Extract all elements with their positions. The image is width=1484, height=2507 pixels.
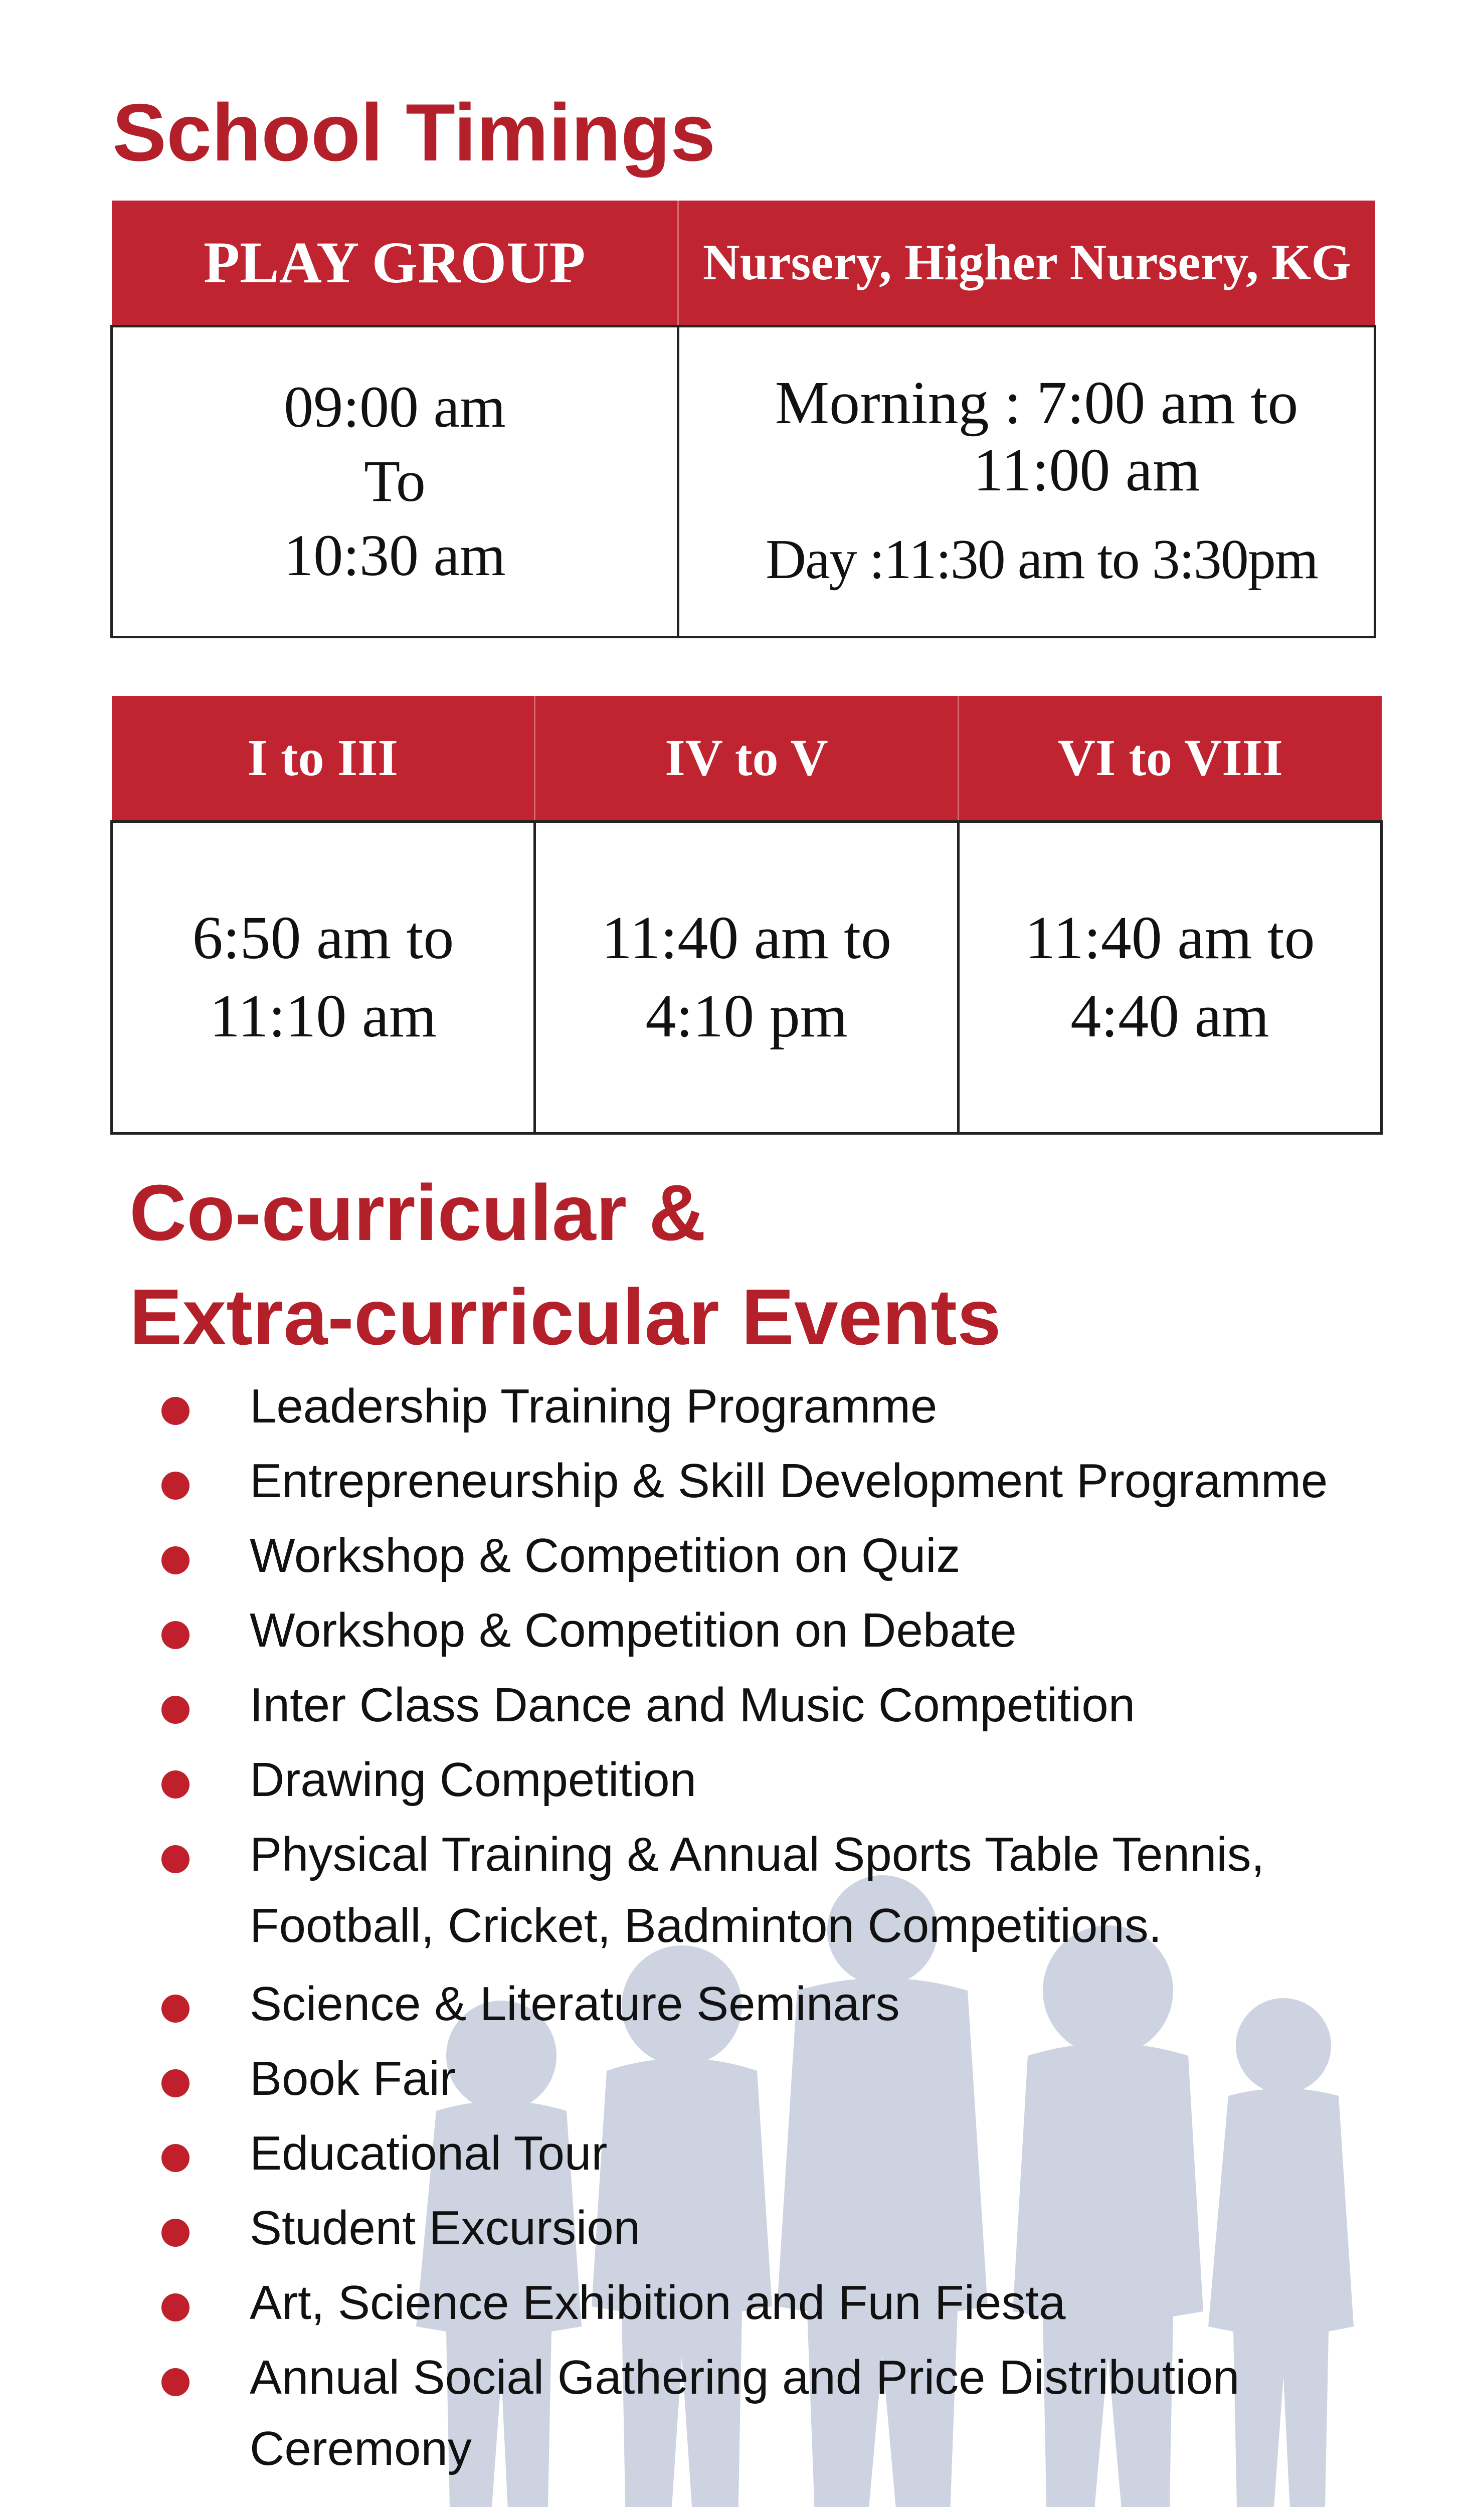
event-label: Leadership Training Programme (250, 1379, 938, 1433)
school-timings-title: School Timings (112, 87, 716, 178)
timing-line: 4:40 am (1070, 982, 1269, 1050)
bullet-icon (161, 1472, 190, 1500)
bullet-icon (161, 1770, 190, 1799)
cell-vi-to-viii-timing (959, 821, 1382, 1133)
timing-line: 11:00 am (973, 436, 1200, 504)
events-title-line-2: Extra-curricular Events (129, 1273, 1001, 1361)
header-iv-to-v: IV to V (535, 696, 959, 821)
header-i-to-iii: I to III (112, 696, 535, 821)
bullet-icon (161, 1621, 190, 1649)
event-label: Drawing Competition (250, 1753, 697, 1807)
bullet-icon (161, 1995, 190, 2023)
cell-play-group-timing (112, 326, 678, 637)
timing-line: To (364, 448, 426, 514)
cell-iv-to-v-timing (535, 821, 959, 1133)
event-label: Physical Training & Annual Sports Table Tennis, (250, 1828, 1265, 1881)
timings-table-preschool (110, 201, 1376, 638)
event-label: Workshop & Competition on Debate (250, 1603, 1017, 1657)
cell-nursery-timing (678, 326, 1375, 637)
timing-line: 11:10 am (210, 982, 437, 1050)
timing-line: Morning : 7:00 am to (775, 369, 1298, 437)
timing-line: Day :11:30 am to 3:30pm (766, 528, 1318, 591)
event-label: Annual Social Gathering and Price Distribution (250, 2351, 1240, 2404)
event-label: Workshop & Competition on Quiz (250, 1529, 961, 1582)
bullet-icon (161, 2069, 190, 2097)
event-label: Entrepreneurship & Skill Development Programme (250, 1454, 1328, 1508)
timing-line: 6:50 am to (192, 904, 454, 972)
timing-line: 4:10 pm (645, 982, 848, 1050)
event-label: Science & Literature Seminars (250, 1977, 900, 2031)
bullet-icon (161, 1845, 190, 1873)
event-label: Inter Class Dance and Music Competition (250, 1678, 1136, 1732)
event-label: Educational Tour (250, 2126, 608, 2180)
bullet-icon (161, 2293, 190, 2321)
header-play-group: PLAY GROUP (112, 201, 678, 326)
bullet-icon (161, 2368, 190, 2396)
bullet-icon (161, 2219, 190, 2247)
header-nursery-kg: Nursery, Higher Nursery, KG (678, 201, 1375, 326)
bullet-icon (161, 1546, 190, 1574)
bullet-icon (161, 2144, 190, 2172)
timing-line: 10:30 am (284, 522, 506, 588)
timing-line: 11:40 am to (601, 904, 892, 972)
timings-table-primary (110, 696, 1383, 1135)
bullet-icon (161, 1696, 190, 1724)
event-label: Art, Science Exhibition and Fun Fiesta (250, 2276, 1066, 2330)
cell-i-to-iii-timing (112, 821, 535, 1133)
event-label-continued: Football, Cricket, Badminton Competitions. (250, 1899, 1162, 1952)
bullet-icon (161, 1397, 190, 1425)
event-label: Student Excursion (250, 2201, 641, 2255)
timing-line: 11:40 am to (1025, 904, 1315, 972)
events-title-line-1: Co-curricular & (129, 1169, 706, 1257)
timing-line: 09:00 am (284, 374, 506, 440)
event-label: Book Fair (250, 2052, 456, 2105)
event-label-continued: Ceremony (250, 2422, 472, 2475)
header-vi-to-viii: VI to VIII (959, 696, 1382, 821)
